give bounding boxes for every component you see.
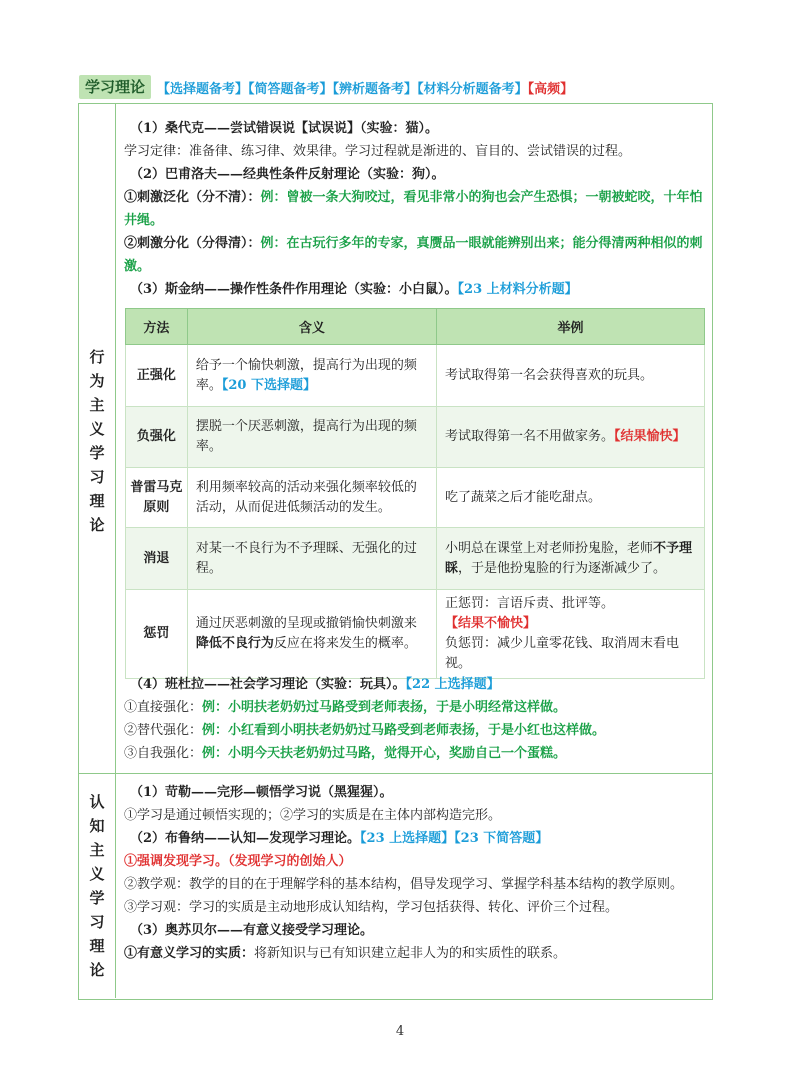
negative-punishment: 负惩罚：减少儿童零花钱、取消周末看电视。 <box>444 636 679 671</box>
ausubel-essence <box>124 942 706 965</box>
meaning-cell <box>187 528 436 590</box>
pavlov-title: （2）巴甫洛夫——经典性条件反射理论（实验：狗）。 <box>130 167 445 182</box>
label-char: 学 <box>89 889 105 907</box>
table-row <box>126 345 705 407</box>
example-text: 考试取得第一名不用做家务。 <box>444 429 614 444</box>
example-text: 吃了蔬菜之后才能吃甜点。 <box>444 489 601 505</box>
section-title: 学习理论 <box>79 75 151 99</box>
example-cell <box>436 345 704 407</box>
meaning-tag: 【20 下选择题】 <box>221 377 316 393</box>
table-row <box>126 528 705 590</box>
column-header: 举例 <box>436 309 704 345</box>
discrimination-label: ②刺激分化（分得清）： <box>124 236 261 251</box>
example-cell <box>436 407 704 468</box>
label-char: 为 <box>89 372 105 390</box>
meaning-cell <box>187 590 436 679</box>
bandura-title: （4）班杜拉——社会学习理论（实验：玩具）。 <box>130 677 406 692</box>
vicarious-label: ②替代强化： <box>124 723 203 738</box>
generalization <box>124 186 706 232</box>
method-cell: 普雷马克原则 <box>126 468 188 528</box>
kohler-points: ①学习是通过顿悟实现的；②学习的实质是在主体内部构造完形。 <box>124 808 502 823</box>
meaning-cell <box>187 468 436 528</box>
method-cell: 消退 <box>126 528 188 590</box>
tag-high-frequency: 【高频】 <box>527 81 574 97</box>
label-char: 义 <box>89 865 105 883</box>
label-char: 学 <box>89 444 105 462</box>
table-row <box>126 407 705 468</box>
meaning-text: 对某一不良行为不予理睬、无强化的过程。 <box>195 540 417 576</box>
reinforcement-table <box>125 308 705 679</box>
example-cell <box>436 590 704 679</box>
meaning-text: 利用频率较高的活动来强化频率较低的活动，从而促进低频活动的发生。 <box>195 479 417 515</box>
vicarious-reinforcement <box>124 719 706 742</box>
behaviorism-label <box>79 345 115 537</box>
exam-tags <box>157 78 573 97</box>
meaning-text: 反应在将来发生的概率。 <box>273 636 417 651</box>
direct-example: 例：小明扶老奶奶过马路受到老师表扬，于是小明经常这样做。 <box>202 700 567 715</box>
behaviorism-intro <box>124 117 706 301</box>
meaning-cell <box>187 407 436 468</box>
label-char: 理 <box>89 492 105 510</box>
skinner-title: （3）斯金纳——操作性条件作用理论（实验：小白鼠）。 <box>130 282 458 297</box>
generalization-label: ①刺激泛化（分不清）： <box>124 190 261 205</box>
tag-discrimination: 【辨析题备考】 <box>332 81 418 97</box>
cognitivism-label <box>79 790 115 982</box>
meaning-text: 给予一个愉快刺激，提高行为出现的频率。 <box>195 357 417 393</box>
example-cell <box>436 468 704 528</box>
label-char: 义 <box>89 420 105 438</box>
label-char: 论 <box>89 961 105 979</box>
example-text: 小明总在课堂上对老师扮鬼脸，老师 <box>444 540 653 556</box>
label-char: 习 <box>89 913 105 931</box>
bruner-point-1: ①强调发现学习。（发现学习的创始人） <box>124 854 352 869</box>
example-emphasis: 不予理睬 <box>444 540 692 576</box>
meaning-text: 通过厌恶刺激的呈现或撤销愉快刺激来 <box>195 616 417 631</box>
bruner-title: （2）布鲁纳——认知—发现学习理论。 <box>130 831 361 846</box>
meaning-cell <box>187 345 436 407</box>
ausubel-label: ①有意义学习的实质： <box>124 946 255 961</box>
label-char: 主 <box>89 396 105 414</box>
column-header: 含义 <box>187 309 436 345</box>
example-text: 考试取得第一名会获得喜欢的玩具。 <box>444 367 653 383</box>
meaning-emphasis: 降低不良行为 <box>195 636 274 651</box>
self-example: 例：小明今天扶老奶奶过马路，觉得开心，奖励自己一个蛋糕。 <box>202 746 567 761</box>
bandura-block <box>124 673 706 765</box>
label-char: 主 <box>89 841 105 859</box>
bruner-tag-choice: 【23 上选择题】 <box>360 831 455 846</box>
example-text: ，于是他扮鬼脸的行为逐渐减少了。 <box>457 560 666 576</box>
ausubel-text: 将新知识与已有知识建立起非人为的和实质性的联系。 <box>254 946 567 961</box>
section-divider <box>78 773 712 774</box>
example-text: 正惩罚：言语斥责、批评等。 <box>444 596 614 611</box>
kohler-title: （1）苛勒——完形—顿悟学习说（黑猩猩）。 <box>130 785 393 800</box>
label-char: 理 <box>89 937 105 955</box>
discrimination <box>124 232 706 278</box>
thorndike-title: （1）桑代克——尝试错误说【试误说】（实验：猫）。 <box>130 121 439 136</box>
tag-short-answer: 【简答题备考】 <box>248 81 333 97</box>
discrimination-example: 例：在古玩行多年的专家，真赝品一眼就能辨别出来；能分得清两种相似的刺激。 <box>124 236 703 274</box>
label-char: 习 <box>89 468 105 486</box>
label-char: 认 <box>89 793 105 811</box>
positive-punishment <box>445 594 696 634</box>
column-header: 方法 <box>126 309 188 345</box>
bandura-tag: 【22 上选择题】 <box>405 677 500 692</box>
example-tag: 【结果不愉快】 <box>444 616 536 631</box>
ausubel-title: （3）奥苏贝尔——有意义接受学习理论。 <box>130 923 374 938</box>
skinner-title-line <box>124 278 706 301</box>
bandura-title-line <box>124 673 706 696</box>
bruner-tag-short: 【23 下简答题】 <box>454 831 549 846</box>
meaning-text: 摆脱一个厌恶刺激，提高行为出现的频率。 <box>195 419 417 454</box>
label-char: 论 <box>89 516 105 534</box>
table-header-row <box>126 309 705 345</box>
method-cell: 正强化 <box>126 345 188 407</box>
vicarious-example: 例：小红看到小明扶老奶奶过马路受到老师表扬，于是小红也这样做。 <box>202 723 606 738</box>
bruner-point-3: ③学习观：学习的实质是主动地形成认知结构，学习包括获得、转化、评价三个过程。 <box>124 900 619 915</box>
example-cell <box>436 528 704 590</box>
self-label: ③自我强化： <box>124 746 203 761</box>
example-tag: 【结果愉快】 <box>613 429 686 444</box>
self-reinforcement <box>124 742 706 765</box>
tag-material-analysis: 【材料分析题备考】 <box>417 81 528 97</box>
table-row <box>126 590 705 679</box>
label-column-divider <box>115 103 116 998</box>
cognitivism-block <box>124 781 706 965</box>
section-header <box>79 74 573 100</box>
table-row <box>126 468 705 528</box>
method-cell: 惩罚 <box>126 590 188 679</box>
bruner-title-line <box>124 827 706 850</box>
tag-choice: 【选择题备考】 <box>157 81 249 97</box>
skinner-tag: 【23 上材料分析题】 <box>457 282 578 297</box>
label-char: 知 <box>89 817 105 835</box>
method-cell: 负强化 <box>126 407 188 468</box>
direct-label: ①直接强化： <box>124 700 203 715</box>
bruner-point-2: ②教学观：教学的目的在于理解学科的基本结构，倡导发现学习、掌握学科基本结构的教学原则。 <box>124 877 684 892</box>
thorndike-laws: 学习定律：准备律、练习律、效果律。学习过程就是渐进的、盲目的、尝试错误的过程。 <box>124 144 632 159</box>
direct-reinforcement <box>124 696 706 719</box>
label-char: 行 <box>89 348 105 366</box>
generalization-example: 例：曾被一条大狗咬过，看见非常小的狗也会产生恐惧；一朝被蛇咬，十年怕井绳。 <box>124 190 703 228</box>
page-number: 4 <box>395 1024 405 1039</box>
